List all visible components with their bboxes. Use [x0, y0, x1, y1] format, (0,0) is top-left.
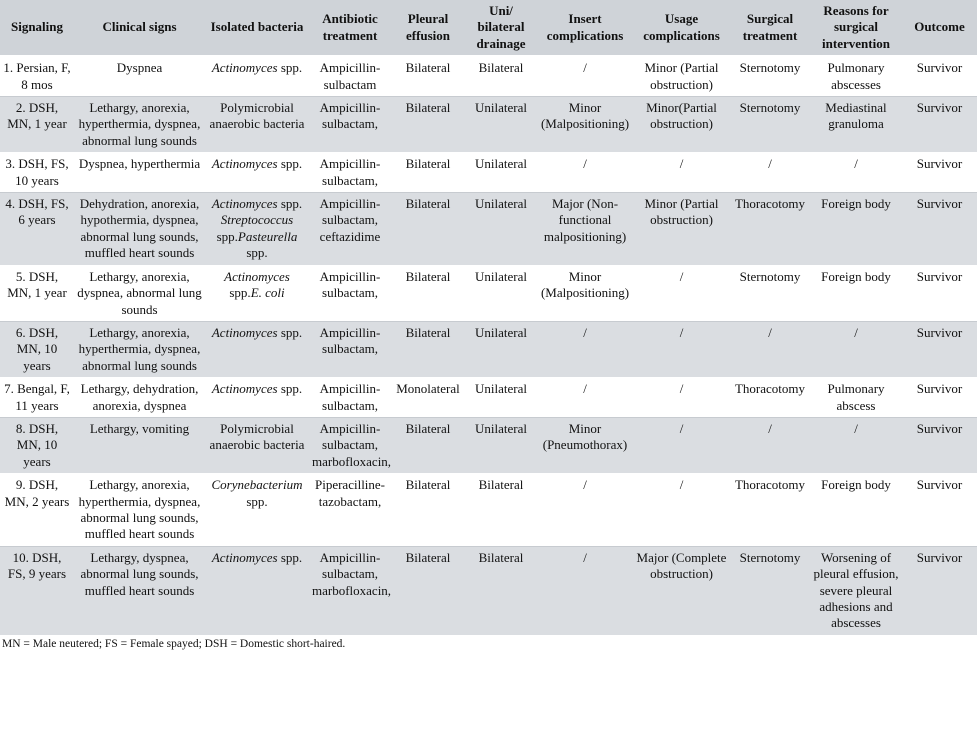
cell-pleural-effusion: Monolateral [391, 378, 465, 418]
cell-reasons: Foreign body [810, 265, 902, 321]
cell-signaling: 8. DSH, MN, 10 years [0, 417, 74, 473]
cell-pleural-effusion: Bilateral [391, 265, 465, 321]
bacteria-text: spp. [277, 156, 303, 172]
cell-drainage: Unilateral [465, 321, 537, 377]
cell-usage-complications: / [633, 417, 730, 473]
cell-drainage: Bilateral [465, 546, 537, 635]
cell-surgical-treatment: / [730, 417, 810, 473]
cell-usage-complications: / [633, 378, 730, 418]
cell-pleural-effusion: Bilateral [391, 321, 465, 377]
cell-antibiotic: Ampicillin-sulbactam, [309, 321, 391, 377]
cell-antibiotic: Ampicillin-sulbactam, marbofloxacin, [309, 417, 391, 473]
col-header-antibiotic-treatment: Antibiotic treatment [309, 0, 391, 56]
bacteria-name-italic: Actinomyces [211, 324, 278, 340]
cell-antibiotic: Ampicillin-sulbactam, [309, 378, 391, 418]
cell-signaling: 2. DSH, MN, 1 year [0, 97, 74, 153]
cell-reasons: Foreign body [810, 193, 902, 266]
cell-isolated-bacteria [205, 265, 309, 321]
cell-clinical-signs: Lethargy, anorexia, hyperthermia, dyspnea, abnormal lung sounds [74, 97, 205, 153]
cell-drainage: Unilateral [465, 97, 537, 153]
cell-drainage: Unilateral [465, 265, 537, 321]
header-row [0, 0, 977, 56]
cell-reasons: / [810, 153, 902, 193]
cell-usage-complications: / [633, 265, 730, 321]
table-row [0, 193, 977, 266]
table-footnote: MN = Male neutered; FS = Female spayed; DSH = Domestic short-haired. [2, 637, 346, 650]
cell-reasons: / [810, 321, 902, 377]
cell-surgical-treatment: Sternotomy [730, 56, 810, 96]
cell-reasons: Pulmonary abscesses [810, 56, 902, 96]
cell-insert-complications: / [537, 378, 633, 418]
col-header-signaling: Signaling [0, 0, 74, 56]
cell-insert-complications: Minor (Malpositioning) [537, 97, 633, 153]
bacteria-text: spp. [216, 228, 238, 244]
cell-surgical-treatment: Sternotomy [730, 265, 810, 321]
cell-signaling: 4. DSH, FS, 6 years [0, 193, 74, 266]
cell-pleural-effusion: Bilateral [391, 153, 465, 193]
cell-clinical-signs: Lethargy, anorexia, hyperthermia, dyspnea, abnormal lung sounds [74, 321, 205, 377]
cell-antibiotic: Ampicillin-sulbactam, [309, 97, 391, 153]
bacteria-name-italic: Pasteurella [237, 228, 298, 244]
cell-usage-complications: Major (Complete obstruction) [633, 546, 730, 635]
cell-isolated-bacteria [205, 546, 309, 635]
cell-antibiotic: Ampicillin-sulbactam, [309, 265, 391, 321]
cell-drainage: Bilateral [465, 56, 537, 96]
cell-antibiotic: Ampicillin-sulbactam, [309, 153, 391, 193]
table-row [0, 417, 977, 473]
cell-signaling: 9. DSH, MN, 2 years [0, 474, 74, 547]
cell-surgical-treatment: / [730, 153, 810, 193]
bacteria-name-italic: Corynebacterium [211, 477, 303, 493]
cell-clinical-signs: Lethargy, dyspnea, abnormal lung sounds, muffled heart sounds [74, 546, 205, 635]
cell-outcome: Survivor [902, 193, 977, 266]
cell-usage-complications: Minor(Partial obstruction) [633, 97, 730, 153]
table-row [0, 321, 977, 377]
table-row [0, 56, 977, 96]
bacteria-name-italic: Actinomyces [211, 196, 278, 212]
cell-isolated-bacteria [205, 153, 309, 193]
cell-insert-complications: / [537, 153, 633, 193]
cell-insert-complications: / [537, 546, 633, 635]
cell-reasons: Mediastinal granuloma [810, 97, 902, 153]
table-row [0, 265, 977, 321]
cell-pleural-effusion: Bilateral [391, 193, 465, 266]
cell-clinical-signs: Lethargy, vomiting [74, 417, 205, 473]
cell-antibiotic: Ampicillin-sulbactam, ceftazidime [309, 193, 391, 266]
cell-usage-complications: Minor (Partial obstruction) [633, 56, 730, 96]
cell-surgical-treatment: Sternotomy [730, 97, 810, 153]
col-header-drainage: Uni/ bilateral drainage [465, 0, 537, 56]
cell-antibiotic: Piperacilline-tazobactam, [309, 474, 391, 547]
cell-isolated-bacteria [205, 56, 309, 96]
bacteria-text: spp. [229, 285, 251, 301]
cell-clinical-signs: Dyspnea [74, 56, 205, 96]
bacteria-name-italic: Actinomyces [211, 60, 278, 76]
cell-signaling: 7. Bengal, F, 11 years [0, 378, 74, 418]
table-row [0, 378, 977, 418]
bacteria-name-italic: Actinomyces [224, 268, 290, 284]
bacteria-text: spp. [277, 60, 303, 76]
cell-outcome: Survivor [902, 56, 977, 96]
col-header-reasons: Reasons for surgical intervention [810, 0, 902, 56]
bacteria-text: spp. [246, 245, 268, 261]
cell-surgical-treatment: / [730, 321, 810, 377]
col-header-insert-complications: Insert complications [537, 0, 633, 56]
cell-insert-complications: Minor (Malpositioning) [537, 265, 633, 321]
cell-surgical-treatment: Thoracotomy [730, 378, 810, 418]
cell-signaling: 1. Persian, F, 8 mos [0, 56, 74, 96]
cell-outcome: Survivor [902, 153, 977, 193]
cell-pleural-effusion: Bilateral [391, 474, 465, 547]
cell-insert-complications: Major (Non-functional malpositioning) [537, 193, 633, 266]
bacteria-name-italic: Actinomyces [211, 156, 278, 172]
cell-reasons: Worsening of pleural effusion, severe pleural adhesions and abscesses [810, 546, 902, 635]
cell-surgical-treatment: Thoracotomy [730, 193, 810, 266]
bacteria-name-italic: Actinomyces [211, 381, 278, 397]
bacteria-text: spp. [277, 196, 303, 212]
cell-reasons: Foreign body [810, 474, 902, 547]
cell-outcome: Survivor [902, 474, 977, 547]
cell-drainage: Unilateral [465, 153, 537, 193]
table-row [0, 546, 977, 635]
table-row [0, 153, 977, 193]
cell-isolated-bacteria [205, 321, 309, 377]
cell-pleural-effusion: Bilateral [391, 97, 465, 153]
cell-signaling: 6. DSH, MN, 10 years [0, 321, 74, 377]
col-header-outcome: Outcome [902, 0, 977, 56]
cell-clinical-signs: Dehydration, anorexia, hypothermia, dyspnea, abnormal lung sounds, muffled heart sounds [74, 193, 205, 266]
col-header-usage-complications: Usage complications [633, 0, 730, 56]
cell-insert-complications: / [537, 56, 633, 96]
bacteria-text: spp. [277, 381, 303, 397]
cell-reasons: Pulmonary abscess [810, 378, 902, 418]
cell-drainage: Bilateral [465, 474, 537, 547]
cell-signaling: 3. DSH, FS, 10 years [0, 153, 74, 193]
cell-usage-complications: Minor (Partial obstruction) [633, 193, 730, 266]
cell-isolated-bacteria [205, 193, 309, 266]
cell-pleural-effusion: Bilateral [391, 417, 465, 473]
cell-outcome: Survivor [902, 417, 977, 473]
cell-clinical-signs: Lethargy, anorexia, hyperthermia, dyspnea, abnormal lung sounds, muffled heart sounds [74, 474, 205, 547]
col-header-clinical-signs: Clinical signs [74, 0, 205, 56]
bacteria-text: Polymicrobial anaerobic bacteria [209, 420, 305, 453]
cell-surgical-treatment: Sternotomy [730, 546, 810, 635]
bacteria-name-italic: E. coli [250, 285, 285, 301]
cell-antibiotic: Ampicillin-sulbactam, marbofloxacin, [309, 546, 391, 635]
cell-isolated-bacteria [205, 97, 309, 153]
cell-insert-complications: Minor (Pneumothorax) [537, 417, 633, 473]
cell-clinical-signs: Lethargy, anorexia, dyspnea, abnormal lung sounds [74, 265, 205, 321]
cell-usage-complications: / [633, 153, 730, 193]
cell-isolated-bacteria [205, 378, 309, 418]
cell-drainage: Unilateral [465, 378, 537, 418]
table-body [0, 56, 977, 635]
bacteria-text: spp. [277, 549, 303, 565]
cell-signaling: 10. DSH, FS, 9 years [0, 546, 74, 635]
col-header-isolated-bacteria: Isolated bacteria [205, 0, 309, 56]
cell-drainage: Unilateral [465, 193, 537, 266]
bacteria-name-italic: Streptococcus [220, 212, 294, 228]
cell-insert-complications: / [537, 474, 633, 547]
cell-insert-complications: / [537, 321, 633, 377]
col-header-surgical-treatment: Surgical treatment [730, 0, 810, 56]
bacteria-name-italic: Actinomyces [211, 549, 278, 565]
cell-outcome: Survivor [902, 97, 977, 153]
cell-isolated-bacteria [205, 474, 309, 547]
cell-drainage: Unilateral [465, 417, 537, 473]
cell-signaling: 5. DSH, MN, 1 year [0, 265, 74, 321]
table-row [0, 97, 977, 153]
cell-surgical-treatment: Thoracotomy [730, 474, 810, 547]
bacteria-text: spp. [246, 493, 268, 509]
cell-reasons: / [810, 417, 902, 473]
bacteria-text: spp. [277, 324, 303, 340]
cell-pleural-effusion: Bilateral [391, 546, 465, 635]
cell-outcome: Survivor [902, 546, 977, 635]
cell-antibiotic: Ampicillin-sulbactam [309, 56, 391, 96]
cell-outcome: Survivor [902, 265, 977, 321]
cell-pleural-effusion: Bilateral [391, 56, 465, 96]
table-row [0, 474, 977, 547]
cell-clinical-signs: Dyspnea, hyperthermia [74, 153, 205, 193]
bacteria-text: Polymicrobial anaerobic bacteria [209, 100, 305, 132]
cell-isolated-bacteria [205, 417, 309, 473]
cell-outcome: Survivor [902, 321, 977, 377]
cell-usage-complications: / [633, 474, 730, 547]
col-header-pleural-effusion: Pleural effusion [391, 0, 465, 56]
cell-clinical-signs: Lethargy, dehydration, anorexia, dyspnea [74, 378, 205, 418]
cell-outcome: Survivor [902, 378, 977, 418]
cell-usage-complications: / [633, 321, 730, 377]
